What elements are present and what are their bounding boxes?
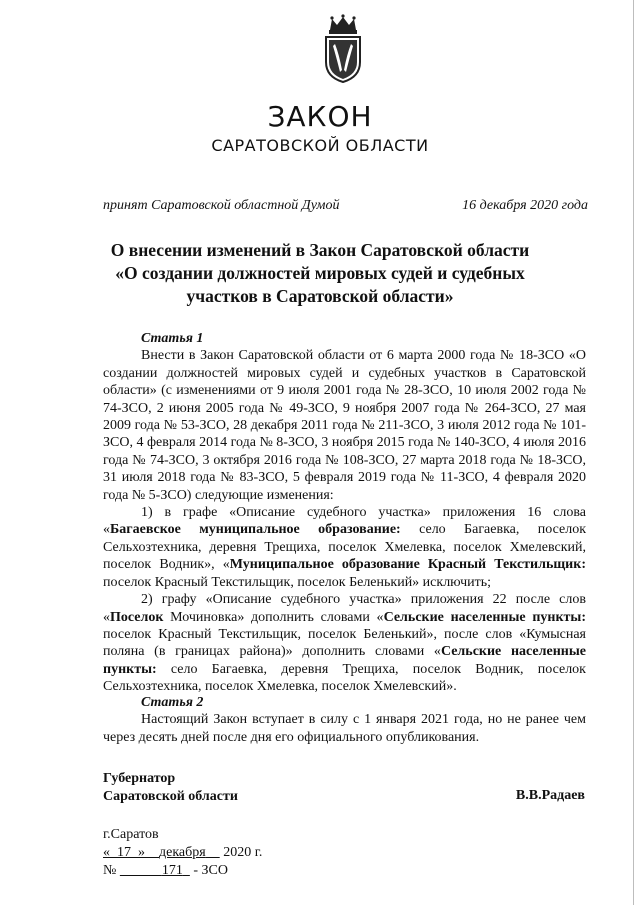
date-year: 2020 г. (223, 845, 263, 860)
article-1 (103, 330, 586, 696)
number-suffix: - ЗСО (193, 863, 228, 878)
date-day (110, 845, 138, 860)
article-1-title: Статья 1 (141, 331, 204, 346)
article-1-item-2 (103, 591, 586, 695)
text-run: село Багаевка, поселок Сельхозтехника, деревня Трещиха, поселок Хмелевка, поселок Хмелевский, поселок Водник», « (103, 522, 587, 573)
text-run: 2) графу «Описание судебного участка» приложения 22 после слов « (103, 592, 586, 625)
bold-run: Муниципальное образование Красный Текстильщик: (229, 557, 586, 573)
number-value: 171 (161, 863, 183, 878)
law-title-line: О внесении изменений в Закон Саратовской области (110, 240, 530, 260)
text-run: 1) в графе «Описание судебного участка» приложения 16 слова « (103, 505, 586, 538)
law-title (80, 239, 560, 308)
adoption-date: 16 декабря 2020 года (462, 198, 588, 213)
coat-of-arms-icon (318, 14, 368, 84)
article-1-intro: Внести в Закон Саратовской области от 6 марта 2000 года № 18-ЗСО «О создании должностей мировых судей и судебных участков в Саратовской области» (с изменениями от 9 июля 2001 года № 28-ЗСО, 10 июля 2002 года № 74-ЗСО, 2 июня 2005 года № 49-ЗСО, 9 ноября 2007 года № 264-ЗСО, 27 мая 2009 года № 53-ЗСО, 28 декабря 2011 года № 211-ЗСО, 3 июля 2012 года № 101-ЗСО, 4 февраля 2014 года № 8-ЗСО, 3 ноября 2015 года № 140-ЗСО, 4 июля 2016 года № 74-ЗСО, 3 октября 2016 года № 108-ЗСО, 27 марта 2018 года № 18-ЗСО, 31 июля 2018 года № 83-ЗСО, 5 февраля 2019 года № 11-ЗСО, 4 февраля 2020 года № 5-ЗСО) следующие изменения: (103, 348, 586, 503)
region-heading: САРАТОВСКОЙ ОБЛАСТИ (211, 136, 429, 155)
date-day-value: 17 (117, 845, 131, 860)
signing-date (103, 844, 262, 862)
law-number (103, 862, 262, 880)
text-run: поселок Красный Текстильщик, поселок Беленький», после слов «Кумысная поляна (в границах района)» дополнить словами « (103, 626, 586, 660)
date-close-quote: » (138, 845, 145, 860)
date-open-quote: « (103, 845, 110, 860)
article-2-text: Настоящий Закон вступает в силу с 1 января 2021 года, но не ранее чем через десять дней после дня его официального опубликования. (103, 712, 586, 745)
article-2-title: Статья 2 (141, 695, 204, 710)
law-heading: ЗАКОН (267, 100, 373, 133)
article-2 (103, 694, 586, 746)
adopted-by: принят Саратовской областной Думой (103, 198, 340, 213)
city: г.Саратов (103, 827, 159, 842)
law-title-line: «О создании должностей мировых судей и судебных (115, 263, 525, 283)
signing-details (103, 826, 262, 880)
number-label: № (103, 863, 117, 878)
number-field (120, 863, 190, 878)
governor-line: Саратовской области (103, 789, 238, 804)
governor-line: Губернатор (103, 771, 176, 786)
governor-title (103, 770, 238, 806)
date-month-value: декабря (159, 845, 206, 860)
article-1-item-1 (103, 504, 586, 591)
text-run: село Багаевка, деревня Трещиха, поселок Водник, поселок Сельхозтехника, поселок Хмелевка, поселок Хмелевский». (103, 661, 586, 695)
bold-run: Сельские населенные пункты: (383, 609, 586, 625)
law-title-line: участков в Саратовской области» (186, 286, 454, 306)
governor-name: В.В.Радаев (515, 788, 585, 803)
text-run: поселок Красный Текстильщик, поселок Беленький» исключить; (103, 574, 492, 590)
text-run: Мочиновка» дополнить словами « (163, 609, 384, 625)
bold-run: Багаевское муниципальное образование: (110, 522, 401, 538)
bold-run: Сельские населенные пункты: (103, 644, 586, 677)
date-month (145, 845, 220, 860)
bold-run: Поселок (110, 609, 164, 625)
